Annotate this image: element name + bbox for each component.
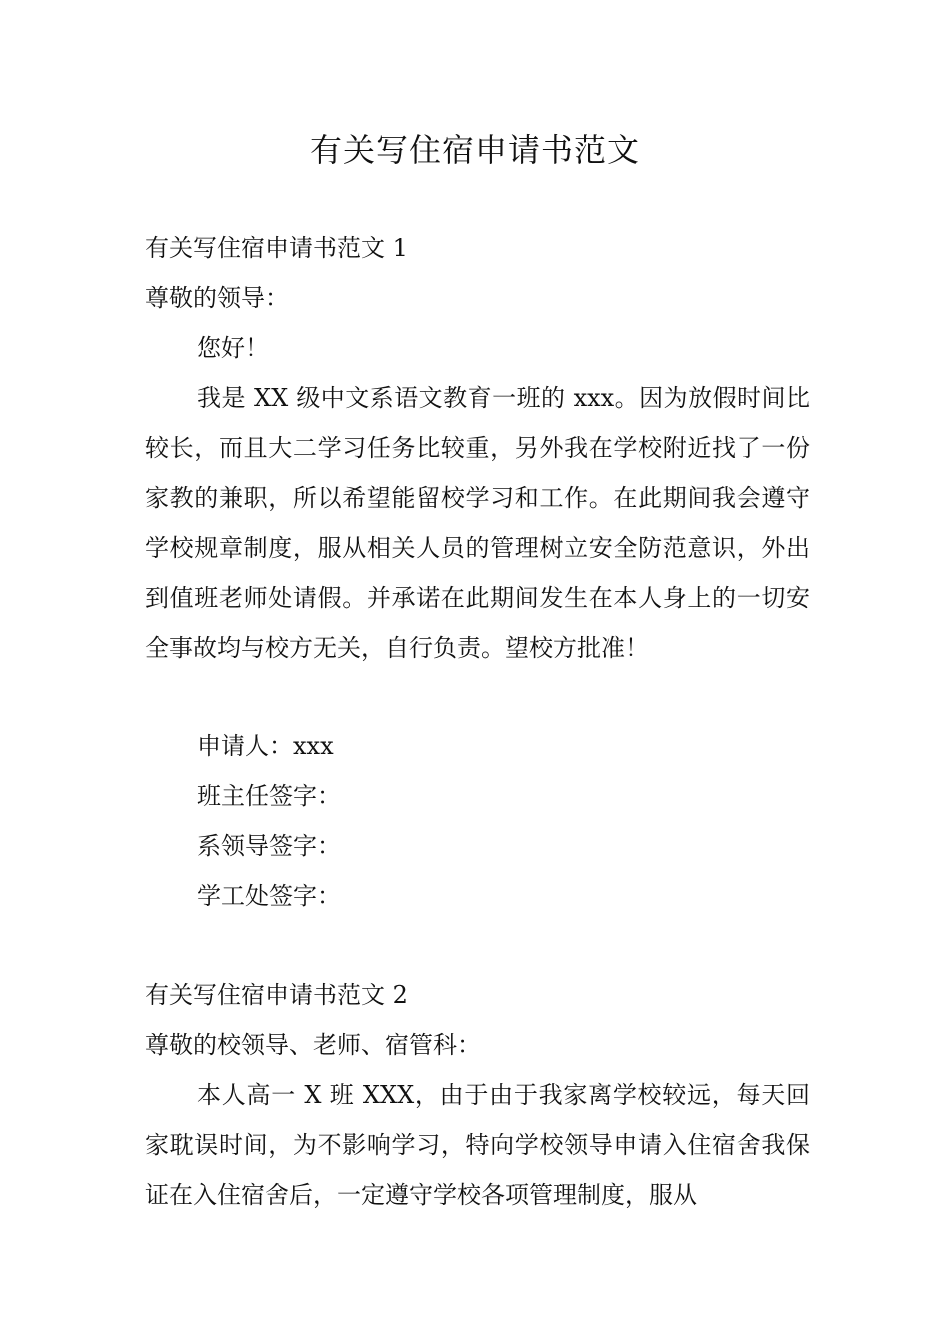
document-title: 有关写住宿申请书范文 bbox=[309, 131, 640, 169]
section-1-body: 我是 XX 级中文系语文教育一班的 xxx。因为放假时间比较长，而且大二学习任务比较重，另外我在学校附近找了一份家教的兼职，所以希望能留校学习和工作。在此期间我会遵守学校规章制度，服从相关人员的管理树立安全防范意识，外出到值班老师处请假。并承诺在此期间发生在本人身上的一切安全事故均与校方无关，自行负责。望校方批准！ bbox=[145, 384, 810, 662]
head-teacher-signature: 班主任签字： bbox=[197, 782, 341, 810]
student-affairs-signature: 学工处签字： bbox=[197, 882, 341, 910]
department-signature: 系领导签字： bbox=[197, 832, 341, 860]
applicant-line: 申请人：xxx bbox=[197, 732, 334, 760]
section-2-body: 本人高一 X 班 XXX，由于由于我家离学校较远，每天回家耽误时间，为不影响学习，特向学校领导申请入住宿舍我保证在入住宿舍后，一定遵守学校各项管理制度，服从 bbox=[145, 1081, 810, 1209]
section-2-heading: 有关写住宿申请书范文 2 bbox=[145, 981, 408, 1009]
section-2-salutation: 尊敬的校领导、老师、宿管科： bbox=[145, 1031, 481, 1059]
section-1-salutation: 尊敬的领导： bbox=[145, 284, 289, 312]
section-1-heading: 有关写住宿申请书范文 1 bbox=[145, 234, 408, 262]
section-1-greeting: 您好！ bbox=[197, 334, 269, 362]
